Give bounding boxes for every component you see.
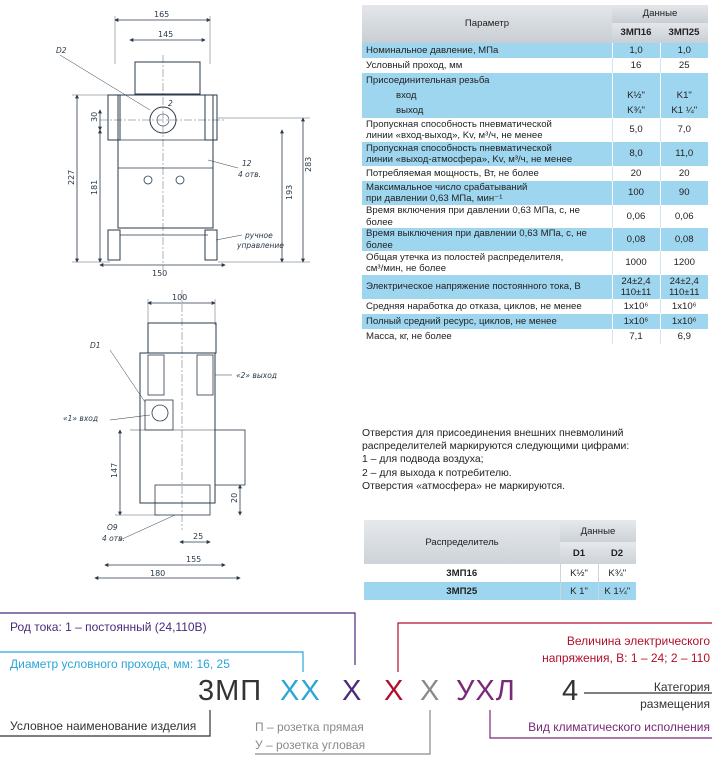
dim-147: 147 [110,462,119,478]
value-3mp16 [612,181,660,205]
param-row [362,251,708,275]
dim-283: 283 [304,156,313,172]
value-line: 0,08 [674,233,694,245]
param-row [362,166,708,181]
dim-d1: D1 [90,341,101,350]
label-category-1: Категория [653,680,710,694]
label-voltage-1: Величина электрического [566,634,710,648]
param-row [362,228,708,251]
distr-header-name: Распределитель [364,520,560,564]
value-line: 110±11 [620,287,652,298]
note-12: 12 [242,159,252,168]
param-label [362,118,612,142]
value-3mp16 [612,314,660,329]
distr-name: 3МП25 [364,582,560,600]
note-manual-1: ручное [245,231,273,240]
distr-d1: K½" [560,564,598,582]
param-label [362,251,612,275]
param-row [362,181,708,205]
param-label-line: Время включения при давлении 0,63 МПа, с, не более [366,205,580,228]
drawing-svg [0,0,355,600]
dim-100: 100 [172,293,188,302]
parameters-body [362,43,708,344]
value-line: K1" [676,89,692,101]
value-3mp16 [612,118,660,142]
value-3mp25 [660,103,708,118]
param-label [362,329,612,344]
value-3mp25 [660,166,708,181]
value-line: 1x10⁶ [623,300,649,312]
value-3mp16 [612,88,660,103]
param-label-line: вход [396,89,417,101]
distr-row [364,582,636,600]
value-line: 90 [678,187,690,199]
param-label [362,314,612,329]
value-line: 0,08 [626,233,646,245]
value-line: 1,0 [677,44,691,56]
distr-name: 3МП16 [364,564,560,582]
port-in: «1» вход [63,414,99,423]
value-3mp16 [612,251,660,275]
value-line: 24±2,4 [669,275,699,287]
code-current: X [342,675,363,707]
value-line: 0,06 [626,210,646,222]
param-label-line: Электрическое напряжение постоянного тока, В [366,281,581,293]
header-3mp16: 3МП16 [612,23,660,43]
value-3mp25 [660,181,708,205]
param-label-line: Номинальное давление, МПа [366,44,499,56]
designation-scheme [0,600,716,768]
value-line: 1000 [625,257,647,269]
dim-09: О9 [107,523,118,532]
code-socket: X [420,675,441,707]
param-label-line: Средняя наработка до отказа, циклов, не менее [366,300,582,312]
value-line: K1 ¼" [671,104,698,116]
value-line: 20 [630,167,642,179]
value-3mp25 [660,58,708,73]
value-line: 5,0 [629,124,643,136]
code-3mp: 3МП [198,675,263,707]
value-3mp16 [612,43,660,58]
note-4-holes: 4 отв. [238,170,261,179]
value-line: 1x10⁶ [623,315,649,327]
label-voltage-2: напряжения, В: 1 – 24; 2 – 110 [542,651,710,665]
dim-145: 145 [158,30,174,39]
param-label [362,58,612,73]
param-row [362,103,708,118]
param-label-line: Условный проход, мм [366,59,463,71]
param-label [362,228,612,251]
value-line: 7,1 [629,330,643,342]
value-3mp16 [612,329,660,344]
value-3mp16 [612,58,660,73]
value-line: 6,9 [677,330,691,342]
param-label-line: Потребляемая мощность, Вт, не более [366,167,539,179]
value-3mp25 [660,314,708,329]
dim-d2: D2 [56,46,67,55]
dim-165: 165 [154,10,170,19]
value-line: 16 [630,59,642,71]
value-line: 0,06 [674,210,694,222]
param-label [362,88,612,103]
distr-header-d1: D1 [560,542,598,564]
dim-20: 20 [230,492,239,503]
note-manual-2: управление [237,241,284,250]
header-data: Данные [612,5,708,23]
param-label [362,181,612,205]
value-line: 11,0 [675,148,694,160]
dim-2: 2 [168,99,173,108]
value-line: 1x10⁶ [671,315,697,327]
value-3mp25 [660,299,708,314]
code-climate: УХЛ [456,675,516,707]
param-label-line: линии «вход-выход», Kv, м³/ч, не менее [366,130,543,141]
label-socket-straight: П – розетка прямая [255,720,364,734]
value-3mp16 [612,275,660,299]
param-label [362,142,612,166]
value-line: 8,0 [629,148,643,160]
note-line-5: Отверстия «атмосфера» не маркируются. [362,480,566,492]
param-label-line: Максимальное число срабатываний [366,181,528,193]
distributor-table [364,520,636,600]
value-3mp16 [612,299,660,314]
port-out: «2» выход [236,371,277,380]
param-label-line: Общая утечка из полостей распределителя, [366,251,564,263]
value-line: 100 [627,187,644,199]
dim-193: 193 [285,184,294,200]
value-3mp25 [660,329,708,344]
param-label-line: выход [396,104,424,116]
param-row [362,275,708,299]
param-label [362,299,612,314]
code-voltage: X [384,675,405,707]
param-label [362,43,612,58]
label-socket-angle: У – розетка угловая [255,738,366,752]
distr-d2: K 1¼" [598,582,636,600]
code-diameter: XX [280,675,321,707]
value-line: 1,0 [629,44,643,56]
note-line-3: 1 – для подвода воздуха; [362,454,484,466]
label-current: Род тока: 1 – постоянный (24,110В) [10,620,207,634]
distr-d1: K 1" [560,582,598,600]
param-row [362,58,708,73]
value-3mp25 [660,43,708,58]
param-row [362,329,708,344]
value-line: K¾" [627,104,645,116]
value-3mp16 [612,103,660,118]
param-row [362,314,708,329]
param-label-line: Пропускная способность пневматической [366,118,552,130]
dim-180: 180 [150,569,166,578]
ports-note [362,427,702,493]
dim-181: 181 [90,179,99,195]
param-label [362,166,612,181]
dim-150: 150 [152,269,168,278]
dim-30: 30 [90,111,99,122]
param-label-line: Присоединительная резьба [366,74,490,86]
distr-header-data: Данные [560,520,636,542]
value-line: 25 [678,59,690,71]
value-3mp25 [660,205,708,228]
param-label-line: Пропускная способность пневматической [366,142,552,154]
value-line: K½" [627,89,645,101]
note-line-2: распределителей маркируются следующими цифрами: [362,441,630,453]
param-row [362,299,708,314]
label-climate: Вид климатического исполнения [528,720,710,734]
param-row [362,88,708,103]
param-label-line: Масса, кг, не более [366,330,452,342]
value-line: 7,0 [677,124,691,136]
value-3mp16 [612,205,660,228]
value-3mp16 [612,73,660,88]
label-product-name: Условное наименование изделия [10,719,197,733]
note-line-4: 2 – для выхода к потребителю. [362,467,512,479]
param-label-line: Время выключения при давлении 0,63 МПа, с, не более [366,228,587,251]
distr-d2: K¾" [598,564,636,582]
distr-header-d2: D2 [598,542,636,564]
param-row [362,73,708,88]
value-3mp25 [660,118,708,142]
dim-09-count: 4 отв. [102,534,125,543]
value-3mp25 [660,88,708,103]
param-label-line: Полный средний ресурс, циклов, не менее [366,315,557,327]
param-label [362,205,612,228]
dim-227: 227 [67,169,76,185]
param-row [362,142,708,166]
header-3mp25: 3МП25 [660,23,708,43]
label-diameter: Диаметр условного прохода, мм: 16, 25 [10,657,230,671]
distr-row [364,564,636,582]
param-label [362,103,612,118]
value-3mp25 [660,251,708,275]
header-param: Параметр [362,5,612,43]
param-label [362,275,612,299]
code-category: 4 [562,675,580,707]
value-3mp16 [612,166,660,181]
param-row [362,205,708,228]
technical-drawings [0,0,355,600]
label-category-2: размещения [640,697,710,711]
note-line-1: Отверстия для присоединения внешних пневмолиний [362,428,624,439]
value-line: 1200 [673,257,695,269]
value-3mp25 [660,142,708,166]
value-line: 24±2,4 [621,275,651,287]
param-label-line: см³/мин, не более [366,263,447,274]
dim-155: 155 [186,555,202,564]
value-3mp16 [612,228,660,251]
value-line: 1x10⁶ [671,300,697,312]
value-3mp25 [660,228,708,251]
dim-25: 25 [193,532,204,541]
value-3mp16 [612,142,660,166]
value-line: 110±11 [668,287,700,298]
param-row [362,118,708,142]
value-line: 20 [678,167,690,179]
param-label-line: линии «выход-атмосфера», Kv, м³/ч, не менее [366,154,573,165]
value-3mp25 [660,275,708,299]
param-label [362,73,612,88]
parameters-table [362,5,708,344]
param-label-line: при давлении 0,63 МПа, мин⁻¹ [366,193,503,204]
param-row [362,43,708,58]
value-3mp25 [660,73,708,88]
